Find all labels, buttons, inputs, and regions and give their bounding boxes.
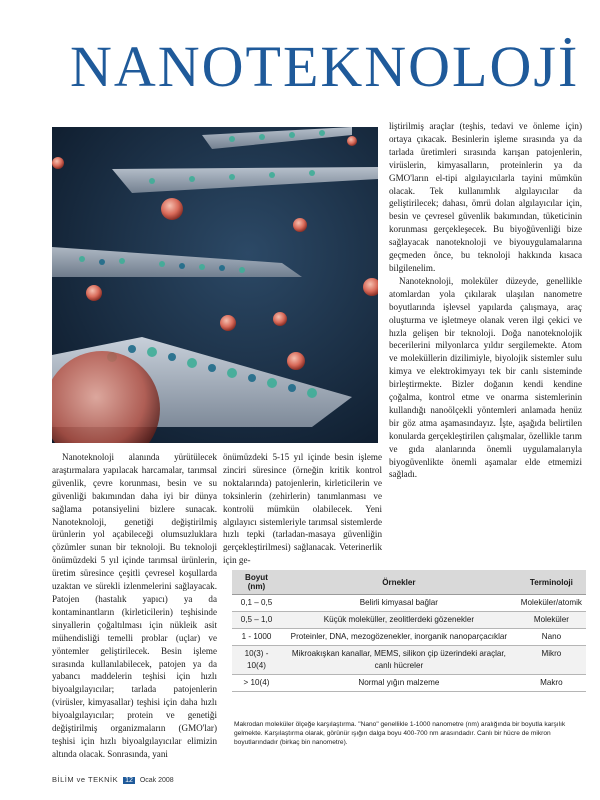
table-row: [232, 646, 586, 675]
table-row: [232, 612, 586, 629]
table-cell: Moleküler: [517, 612, 586, 629]
table-caption: Makrodan moleküler ölçeğe karşılaştırma. "Nano" genellikle 1-1000 nanometre (nm) aralığında bir boyutla karşılık gelmekte. Karşılaştırma olarak, görünür ışığın dalga boyu 400-700 nm arasındadır. Canlı bir hücre de mikron boyutlarındadır (birkaç bin nanometre).: [234, 721, 566, 747]
paragraph: Nanoteknoloji, moleküler düzeyde, genellikle atomlardan yola çıkılarak ulaşılan nanometre boyutlarında işlevsel yapılarda çalışmaya, araç oluşturma ve işletmeye olanak veren ilgi çekici ve hızla gelişen bir teknoloji. Doğa nanoteknolojik becerilerini milyonlarca yıldır sergilemekte. Atom ve moleküllerin dizilimiyle, biyolojik sistemler sulu kimya ve elektrokimyayı tek bir canlı sisteminde birleştirmekte. Bizler doğanın kendi kendine çoğalma, kontrol etme ve onarma sistemlerinin kullandığı nanoölçekli yöntemleri anlamada henüz bir göz atma aşamasındayız. İşte, aşağıda belirtilen konularda gerçekleştirilen çalışmalar, özellikle tarım ve gıda alanlarında önemli uygulamalarıyla biyogüvenlikte önemli aşamalar elde etmemizi sağladı.: [389, 275, 582, 480]
table-cell: 0,5 – 1,0: [232, 612, 281, 629]
paragraph: liştirilmiş araçlar (teşhis, tedavi ve önleme için) ortaya çıkacak. Besinlerin işleme sırasında ya da tarlada üretimleri sırasında karışan patojenlerin, virüslerin, kimyasalların, proteinlerin ya da GMO'ların el-tipi algılayıcılarla tayini mümkün olacak. Tek kullanımlık algılayıcılar da geliştirilecek; dahası, ömrü dolan algılayıcılar için, besin ve çevresel güvenlik bakımından, tüketicinin korunması gerçekleşecek. Bu biyoğüvenliği bize sağlayacak nanoteknoloji ve biyouygulamalarına geçmeden önce, bu teknoloji hakkında kısaca bilgilenelim.: [389, 121, 582, 273]
table-cell: Küçük moleküller, zeolitlerdeki gözenekler: [281, 612, 517, 629]
table-cell: 0,1 – 0,5: [232, 595, 281, 612]
page-number: 12: [125, 777, 133, 784]
table-cell: Normal yığın malzeme: [281, 675, 517, 692]
table-cell: Proteinler, DNA, mezogözenekler, inorganik nanoparçacıklar: [281, 629, 517, 646]
paragraph: önümüzdeki 5-15 yıl içinde besin işleme zinciri süresince (örneğin kritik kontrol noktalarında) patojenlerin, kirleticilerin ve toksinlerin (zehirlerin) tanımlanması ve kontrolü mümkün olabilecek. Yeni algılayıcı sistemleriyle tarımsal sistemlerde hızlı tepki (tarladan-masaya güvenliğin gerçekleştirilmesi) sağlanacak. Veterinerlik için ge-: [223, 452, 382, 566]
nanosensor-illustration: [52, 127, 378, 443]
table-cell: 1 - 1000: [232, 629, 281, 646]
column-header: Boyut (nm): [232, 570, 281, 595]
table-cell: Moleküler/atomik: [517, 595, 586, 612]
table-cell: Makro: [517, 675, 586, 692]
table-cell: 10(3) - 10(4): [232, 646, 281, 675]
text-column-middle: [223, 451, 382, 567]
table-cell: Belirli kimyasal bağlar: [281, 595, 517, 612]
column-header: Örnekler: [281, 570, 517, 595]
magazine-name: BİLİM ve TEKNİK: [52, 775, 119, 784]
table-cell: > 10(4): [232, 675, 281, 692]
column-header: Terminoloji: [517, 570, 586, 595]
table-row: [232, 629, 586, 646]
table-cell: Mikro: [517, 646, 586, 675]
issue-date: Ocak 2008: [139, 777, 174, 784]
table-row: [232, 675, 586, 692]
page-title: NANOTEKNOLOJİ: [70, 34, 580, 99]
table-row: [232, 595, 586, 612]
page-footer: [52, 775, 174, 784]
text-column-left: [52, 451, 217, 761]
size-comparison-table: [232, 570, 586, 692]
table-header-row: [232, 570, 586, 595]
paragraph: Nanoteknoloji alanında yürütülecek araştırmalara yapılacak harcamalar, tarımsal güvenlik, çevre korunması, besin ve su güvenliği bakımından daha iyi bir dünya sağlama potansiyelini bizlere sunacak. Nanoteknoloji, genetiği değiştirilmiş ürünlerin yol açabileceği olumsuzluklara çözümler sunan bir teknoloji. Bu teknoloji önümüzdeki 5 yıl içinde tarımsal ürünlerin, üretim süresince çeşitli çevresel koşullarda uzaktan ve sürekli izlenmelerini sağlayacak. Patojen (hastalık yapıcı) ya da kontaminantların (kirleticilerin) teşhisinde sinyallerin çoğaltılması için nükleik asit mühendisliği temelli problar (uçlar) ve yöntemler geliştirilecek. Besin işleme sırasında kullanılabilecek, patojen ya da yabancı maddelerin teşhisi için hızlı biyoalgılayıcılar; tarlada patojenlerin (virüsler, kimyasallar) teşhisi için daha hızlı biyoalgılayıcılar; protein ve genetiği değiştirilmiş organizmaların (GMO'lar) teşhisi için hızlı biyoalgılayıcılar elimizin altında olacak. Sonrasında, yani: [52, 452, 217, 759]
text-column-right: [389, 120, 582, 481]
table-cell: Nano: [517, 629, 586, 646]
table-cell: Mikroakışkan kanallar, MEMS, silikon çip üzerindeki araçlar, canlı hücreler: [281, 646, 517, 675]
